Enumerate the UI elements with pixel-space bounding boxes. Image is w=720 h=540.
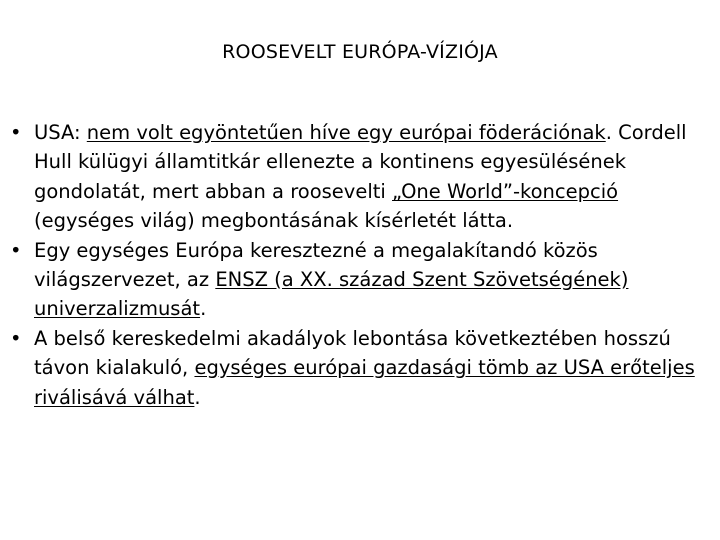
bullet-marker: • bbox=[10, 121, 22, 144]
bullet-text: . Cordell Hull külügyi államtitkár ellenezte a kontinens egyesülésének gondolatát, mert abban a roosevelti bbox=[34, 121, 687, 203]
bullet-list bbox=[8, 118, 710, 412]
bullet-item-europe bbox=[8, 236, 710, 324]
bullet-text: . bbox=[200, 297, 207, 321]
underlined-text: egységes európai gazdasági tömb az USA erőteljes riválisává válhat bbox=[34, 356, 695, 409]
bullet-item-trade bbox=[8, 324, 710, 412]
bullet-text: (egységes világ) megbontásának kísérletét látta. bbox=[34, 209, 514, 233]
bullet-marker: • bbox=[10, 326, 22, 350]
underlined-text: „One World”-koncepció bbox=[392, 179, 619, 203]
slide-title: ROOSEVELT EURÓPA-VÍZIÓJA bbox=[222, 41, 498, 63]
bullet-text: A belső kereskedelmi akadályok lebontása következtében hosszú távon kialakuló, bbox=[34, 326, 671, 380]
underlined-text: ENSZ (a XX. század Szent Szövetségének) univerzalizmusát bbox=[34, 268, 629, 321]
bullet-text: . bbox=[194, 385, 201, 409]
bullet-text: USA: bbox=[34, 121, 87, 144]
underlined-text: nem volt egyöntetűen híve egy európai föderációnak bbox=[86, 121, 606, 144]
bullet-text: Egy egységes Európa keresztezné a megalakítandó közös világszervezet, az bbox=[34, 238, 598, 292]
bullet-item-usa bbox=[8, 118, 710, 236]
bullet-marker: • bbox=[10, 238, 22, 262]
